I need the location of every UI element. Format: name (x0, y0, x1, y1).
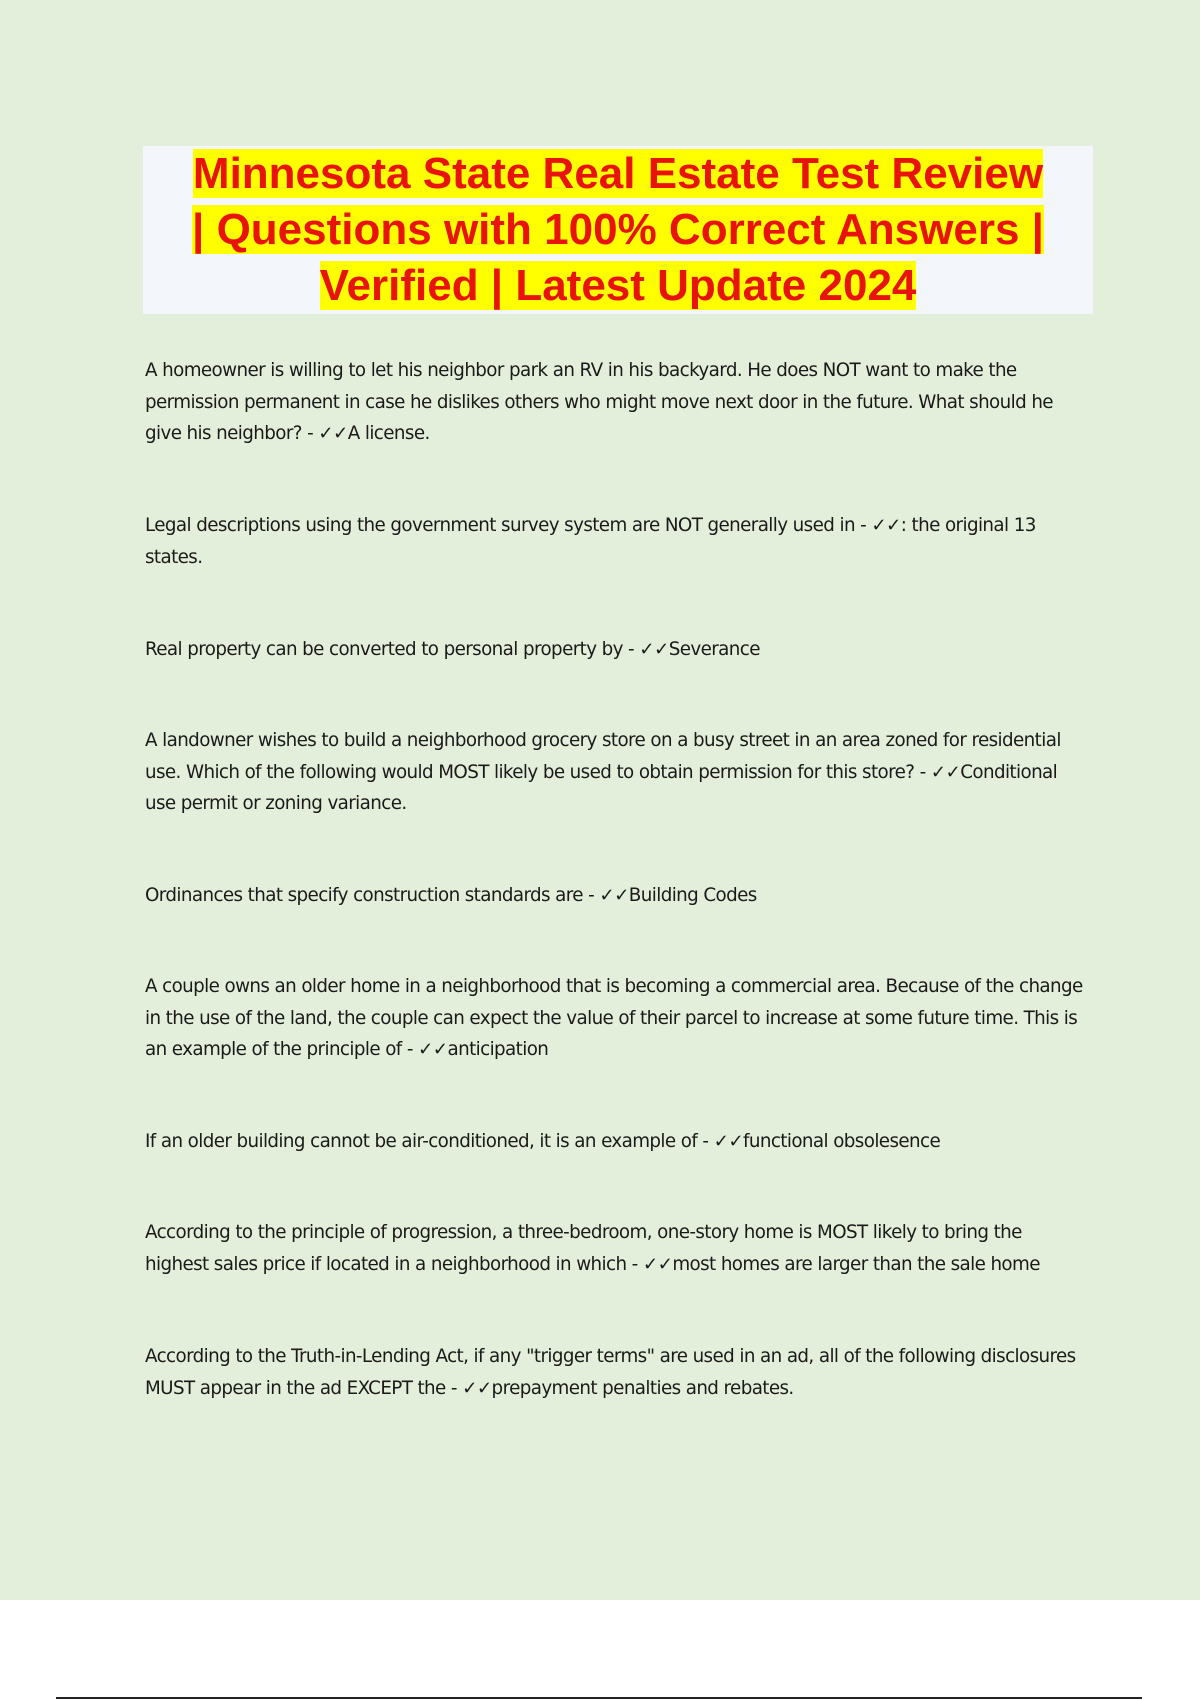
qa-item-2 (145, 510, 1090, 573)
footer-rule (56, 1697, 1142, 1699)
answer-text: ✓✓Building Codes (599, 885, 757, 906)
answer-text: ✓✓Conditional use permit or zoning variance. (145, 761, 1058, 814)
question-text: If an older building cannot be air-conditioned, it is an example of - (145, 1131, 714, 1152)
qa-item-3 (145, 634, 1090, 666)
qa-item-4 (145, 725, 1090, 820)
title-block (143, 146, 1093, 314)
title-line-3: Verified | Latest Update 2024 (319, 261, 917, 310)
answer-text: ✓✓Severance (639, 639, 760, 660)
answer-text: ✓✓A license. (318, 423, 430, 444)
answer-text: ✓✓anticipation (418, 1039, 549, 1060)
question-text: According to the Truth-in-Lending Act, if any "trigger terms" are used in an ad, all of the following disclosures MUST appear in the ad EXCEPT the - (145, 1346, 1076, 1399)
question-text: According to the principle of progression, a three-bedroom, one-story home is MOST likely to bring the highest sales price if located in a neighborhood in which - (145, 1222, 1022, 1275)
question-text: A couple owns an older home in a neighborhood that is becoming a commercial area. Because of the change in the use of the land, the couple can expect the value of their parcel to increase at some future time. This is an example of the principle of - (145, 976, 1083, 1060)
question-text: Ordinances that specify construction standards are - (145, 885, 600, 906)
question-text: Real property can be converted to personal property by - (145, 639, 640, 660)
qa-item-7 (145, 1126, 1090, 1158)
answer-text: ✓✓functional obsolesence (713, 1131, 941, 1152)
qa-item-1 (145, 355, 1090, 450)
title-line-1: Minnesota State Real Estate Test Review (192, 149, 1044, 198)
title-line-2: | Questions with 100% Correct Answers | (192, 205, 1044, 254)
document-title (143, 146, 1093, 314)
qa-item-9 (145, 1341, 1090, 1404)
answer-text: ✓✓: the original 13 states. (145, 515, 1036, 568)
qa-item-5 (145, 880, 1090, 912)
question-text: A homeowner is willing to let his neighbor park an RV in his backyard. He does NOT want to make the permission permanent in case he dislikes others who might move next door in the future. What should he give his neighbor? - (145, 360, 1053, 444)
question-text: A landowner wishes to build a neighborhood grocery store on a busy street in an area zoned for residential use. Which of the following would MOST likely be used to obtain permission for this store? - (145, 730, 1061, 783)
question-text: Legal descriptions using the government survey system are NOT generally used in - (145, 515, 872, 536)
answer-text: ✓✓most homes are larger than the sale home (642, 1253, 1040, 1275)
qa-item-8 (145, 1217, 1090, 1280)
answer-text: ✓✓prepayment penalties and rebates. (462, 1377, 794, 1399)
qa-item-6 (145, 971, 1090, 1066)
